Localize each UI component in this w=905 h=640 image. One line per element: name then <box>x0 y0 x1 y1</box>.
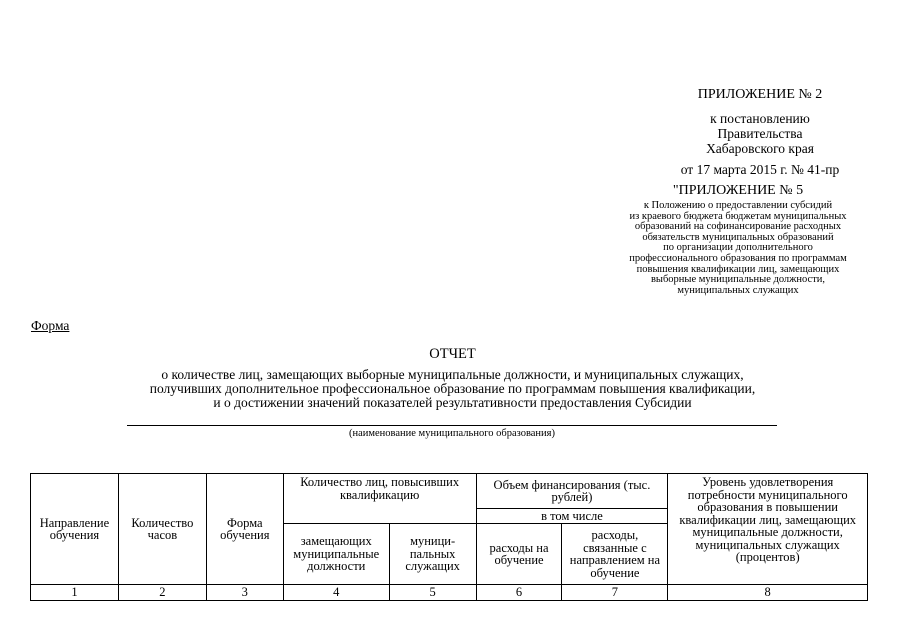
inner-appendix-line: по организации дополнительного <box>663 242 813 254</box>
inner-appendix-line: муниципальных служащих <box>677 284 799 296</box>
header-finance-group: Объем финансирования (тыс. рублей) <box>476 474 668 509</box>
inner-appendix-line: к Положению о предоставлении субсидий <box>643 200 833 211</box>
municipality-caption: (наименование муниципального образования) <box>348 428 556 439</box>
header-municipal-servants: муници-пальных служащих <box>389 524 476 585</box>
header-related-costs: расходы, связанные с направлением на обучение <box>562 524 668 585</box>
appendix-date: от 17 марта 2015 г. № 41-пр <box>680 162 840 177</box>
report-table <box>30 473 868 601</box>
header-satisfaction: Уровень удовлетворения потребности муниципального образования в повышении квалификации лиц, замещающих муниципальные должности, муниципальных служащих (процентов) <box>668 474 868 585</box>
header-hours: Количество часов <box>118 474 206 585</box>
inner-appendix-line: образований на софинансирование расходных <box>634 221 842 233</box>
inner-appendix-line: обязательств муниципальных образований <box>642 231 834 243</box>
header-municipal-positions: замещающих муниципальные должности <box>283 524 389 585</box>
column-number: 6 <box>476 585 562 601</box>
inner-appendix-line: профессионального образования по программам <box>629 252 847 264</box>
municipality-fill-line <box>127 425 777 426</box>
inner-appendix-line: повышения квалификации лиц, замещающих <box>636 263 840 275</box>
appendix-header <box>640 87 880 177</box>
form-label: Форма <box>31 318 70 333</box>
column-number: 5 <box>389 585 476 601</box>
column-number: 8 <box>668 585 868 601</box>
inner-appendix-line: выборные муниципальные должности, <box>650 274 826 286</box>
header-finance-sub: в том числе <box>476 509 668 524</box>
report-subtitle <box>60 368 845 410</box>
header-form: Форма обучения <box>206 474 283 585</box>
report-subtitle-line: о количестве лиц, замещающих выборные муниципальные должности, и муниципальных служащих, <box>161 367 744 382</box>
inner-appendix-line: из краевого бюджета бюджетам муниципальных <box>629 210 847 222</box>
column-number: 1 <box>31 585 119 601</box>
header-training-costs: расходы на обучение <box>476 524 562 585</box>
column-number: 2 <box>118 585 206 601</box>
appendix-line: Правительства <box>717 126 803 141</box>
column-number: 7 <box>562 585 668 601</box>
inner-appendix <box>598 183 878 296</box>
header-direction: Направление обучения <box>31 474 119 585</box>
report-subtitle-line: получивших дополнительное профессиональное образование по программам повышения квалификации, <box>149 381 756 396</box>
appendix-line: Хабаровского края <box>706 141 814 156</box>
appendix-line: к постановлению <box>710 111 810 126</box>
header-qty-group: Количество лиц, повысивших квалификацию <box>283 474 476 524</box>
report-title: ОТЧЕТ <box>429 346 476 362</box>
inner-appendix-title: "ПРИЛОЖЕНИЕ № 5 <box>672 183 804 198</box>
column-number: 4 <box>283 585 389 601</box>
column-number: 3 <box>206 585 283 601</box>
report-subtitle-line: и о достижении значений показателей результативности предоставления Субсидии <box>213 395 692 410</box>
appendix-title: ПРИЛОЖЕНИЕ № 2 <box>697 87 823 102</box>
